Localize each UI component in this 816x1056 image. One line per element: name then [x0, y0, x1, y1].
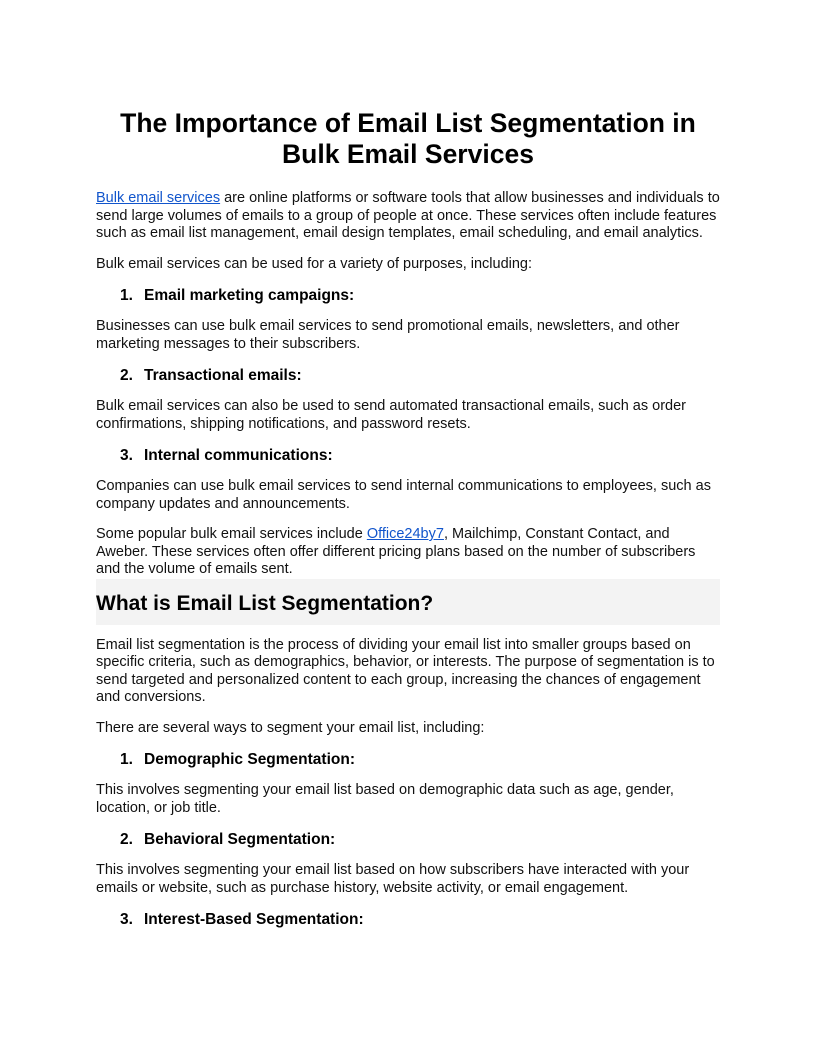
intro-text: are online platforms or software tools that allow businesses and individuals to send large volumes of emails to a group of people at once. These services often include features such as email list management, email design templates, email scheduling, and email analytics. — [96, 190, 720, 241]
list-item-body: This involves segmenting your email list based on demographic data such as age, gender, location, or job title. — [96, 782, 674, 816]
list-number: 1. — [120, 751, 133, 768]
segmentation-ways-intro: There are several ways to segment your email list, including: — [96, 719, 485, 736]
list-number: 2. — [120, 367, 133, 384]
list-number: 3. — [120, 911, 133, 928]
popular-text-before: Some popular bulk email services include — [96, 526, 367, 542]
list-item-heading — [96, 446, 720, 465]
popular-services-paragraph — [96, 526, 720, 579]
document-content — [96, 108, 720, 942]
list-heading-text: Interest-Based Segmentation: — [144, 911, 364, 928]
list-item-body: Companies can use bulk email services to send internal communications to employees, such as company updates and announcements. — [96, 478, 711, 512]
list-item-heading — [96, 830, 720, 849]
list-item-body: Bulk email services can also be used to send automated transactional emails, such as order confirmations, shipping notifications, and password resets. — [96, 398, 686, 432]
list-item-heading — [96, 910, 720, 929]
list-heading-text: Behavioral Segmentation: — [144, 831, 336, 848]
popular-text-after: , Mailchimp, Constant Contact, and Aweber. These services often offer different pricing plans based on the number of subscribers and the volume of emails sent. — [96, 526, 696, 577]
purposes-intro: Bulk email services can be used for a variety of purposes, including: — [96, 255, 533, 272]
section-heading: What is Email List Segmentation? — [96, 591, 434, 615]
page-title: The Importance of Email List Segmentation in Bulk Email Services — [120, 108, 696, 169]
list-number: 2. — [120, 831, 133, 848]
intro-paragraph — [96, 190, 720, 243]
bulk-email-services-link[interactable]: Bulk email services — [96, 190, 221, 206]
list-item-heading — [96, 286, 720, 305]
list-heading-text: Email marketing campaigns: — [144, 287, 355, 304]
list-number: 1. — [120, 287, 133, 304]
list-heading-text: Transactional emails: — [144, 367, 302, 384]
list-number: 3. — [120, 447, 133, 464]
office24by7-link[interactable]: Office24by7 — [366, 526, 444, 542]
list-item-body: Businesses can use bulk email services to send promotional emails, newsletters, and other marketing messages to their subscribers. — [96, 318, 680, 352]
list-heading-text: Internal communications: — [144, 447, 333, 464]
segmentation-definition: Email list segmentation is the process of dividing your email list into smaller groups based on specific criteria, such as demographics, behavior, or interests. The purpose of segmentation is to send targeted and personalized content to each group, increasing the chances of engagement and conversions. — [96, 636, 715, 705]
list-item-heading — [96, 366, 720, 385]
list-item-body: This involves segmenting your email list based on how subscribers have interacted with your emails or website, such as purchase history, website activity, or email engagement. — [96, 862, 690, 896]
list-item-heading — [96, 750, 720, 769]
section-heading-band — [96, 579, 720, 625]
list-heading-text: Demographic Segmentation: — [144, 751, 355, 768]
